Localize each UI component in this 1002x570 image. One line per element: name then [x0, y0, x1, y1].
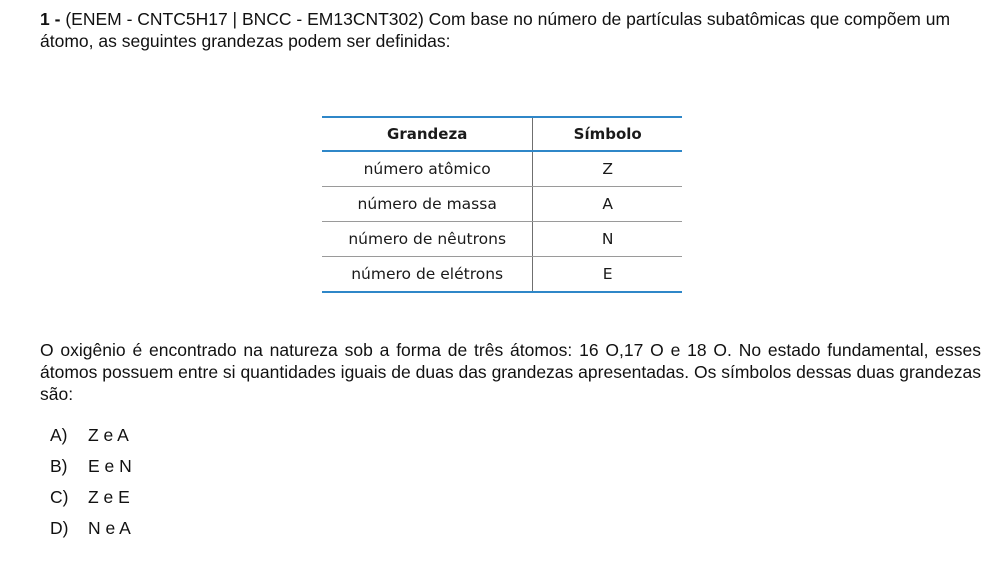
answer-option-c[interactable]	[50, 486, 132, 517]
answer-option-d[interactable]	[50, 517, 132, 548]
table-header-simbolo: Símbolo	[533, 117, 682, 151]
question-header	[40, 8, 970, 52]
table-cell-quantity: número de nêutrons	[322, 222, 533, 257]
question-header-text: (ENEM - CNTC5H17 | BNCC - EM13CNT302) Com base no número de partículas subatômicas que compõem um átomo, as seguintes grandezas podem ser definidas:	[40, 9, 951, 51]
table-cell-quantity: número de elétrons	[322, 257, 533, 293]
option-text: E e N	[88, 456, 132, 476]
table-cell-quantity: número atômico	[322, 151, 533, 187]
option-letter: C)	[50, 487, 69, 507]
table-header-row	[322, 117, 682, 151]
table-cell-symbol: N	[533, 222, 682, 257]
table-header-grandeza: Grandeza	[322, 117, 533, 151]
option-text: Z e A	[88, 425, 129, 445]
table-row	[322, 222, 682, 257]
table-cell-quantity: número de massa	[322, 187, 533, 222]
option-letter: A)	[50, 425, 68, 445]
question-statement: O oxigênio é encontrado na natureza sob a forma de três átomos: 16 O,17 O e 18 O. No estado fundamental, esses átomos possuem entre si quantidades iguais de duas das grandezas apresentadas. Os símbolos dessas duas grandezas são:	[40, 340, 981, 404]
table-cell-symbol: E	[533, 257, 682, 293]
table-row	[322, 151, 682, 187]
option-letter: B)	[50, 456, 68, 476]
option-letter: D)	[50, 518, 69, 538]
question-number: 1 -	[40, 9, 61, 29]
table-cell-symbol: A	[533, 187, 682, 222]
option-text: Z e E	[88, 487, 130, 507]
quantities-table	[322, 116, 682, 293]
answer-options	[50, 424, 132, 548]
table-row	[322, 257, 682, 293]
option-text: N e A	[88, 518, 131, 538]
answer-option-b[interactable]	[50, 455, 132, 486]
table-cell-symbol: Z	[533, 151, 682, 187]
table-row	[322, 187, 682, 222]
answer-option-a[interactable]	[50, 424, 132, 455]
